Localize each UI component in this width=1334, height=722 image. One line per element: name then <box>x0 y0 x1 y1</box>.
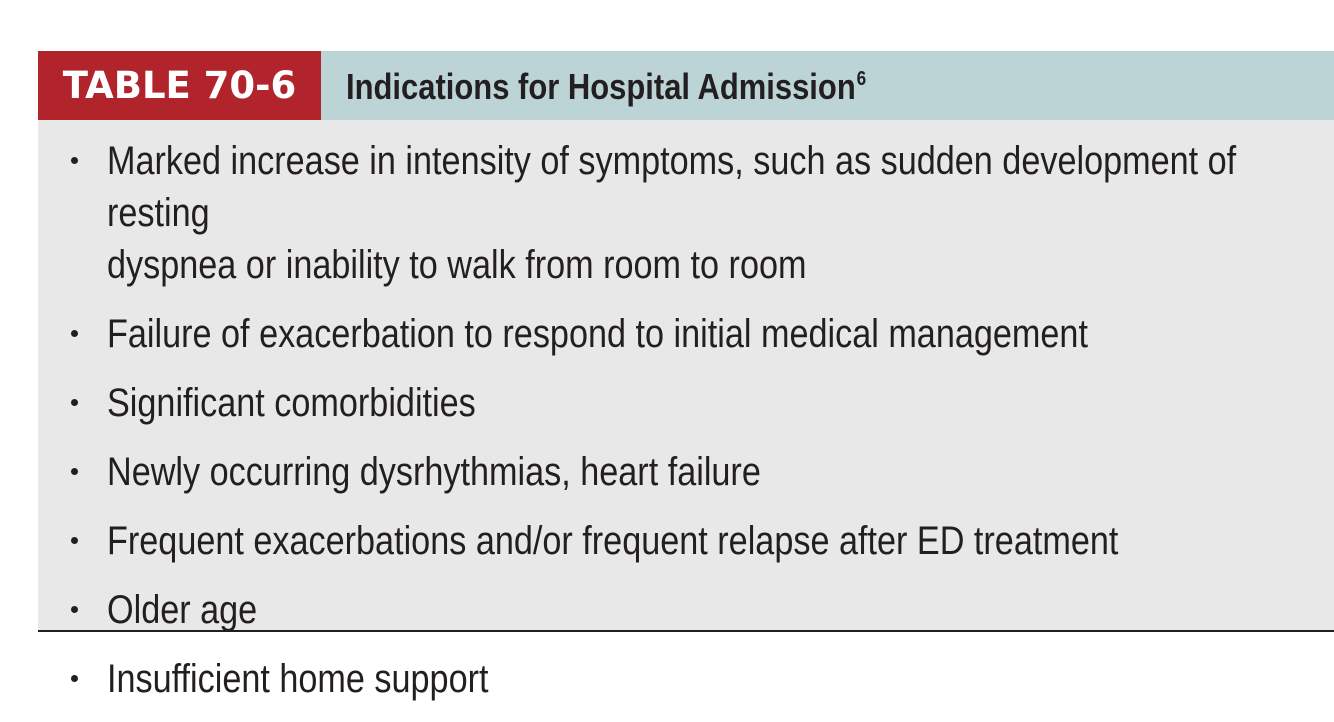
bullet-icon <box>71 606 78 613</box>
table-header <box>38 51 1334 120</box>
list-item-text-line2: dyspnea or inability to walk from room to room <box>107 243 807 287</box>
title-reference-superscript: 6 <box>856 68 867 90</box>
table-label: TABLE 70-6 <box>38 51 321 120</box>
list-item <box>38 653 1334 705</box>
list-item-text: Failure of exacerbation to respond to initial medical management <box>107 312 1088 356</box>
list-item-text: Older age <box>107 588 258 632</box>
bullet-icon <box>71 157 78 164</box>
list-item <box>38 308 1334 360</box>
list-item-text: Significant comorbidities <box>107 381 476 425</box>
bullet-icon <box>71 468 78 475</box>
list-item <box>38 446 1334 498</box>
list-item <box>38 135 1334 291</box>
list-item <box>38 515 1334 567</box>
bullet-icon <box>71 399 78 406</box>
bullet-icon <box>71 537 78 544</box>
list-item <box>38 584 1334 636</box>
bullet-icon <box>71 675 78 682</box>
list-item-text-line1: Marked increase in intensity of symptoms, such as sudden development of resting <box>107 139 1237 235</box>
indications-list <box>38 135 1334 722</box>
table-title <box>346 51 866 120</box>
list-item <box>38 377 1334 429</box>
list-item-text: Newly occurring dysrhythmias, heart failure <box>107 450 761 494</box>
table-box <box>38 51 1334 701</box>
list-item-text <box>107 135 1321 291</box>
bullet-icon <box>71 330 78 337</box>
list-item-text: Insufficient home support <box>107 657 489 701</box>
list-item-text: Frequent exacerbations and/or frequent relapse after ED treatment <box>107 519 1119 563</box>
table-title-text: Indications for Hospital Admission <box>346 66 856 107</box>
